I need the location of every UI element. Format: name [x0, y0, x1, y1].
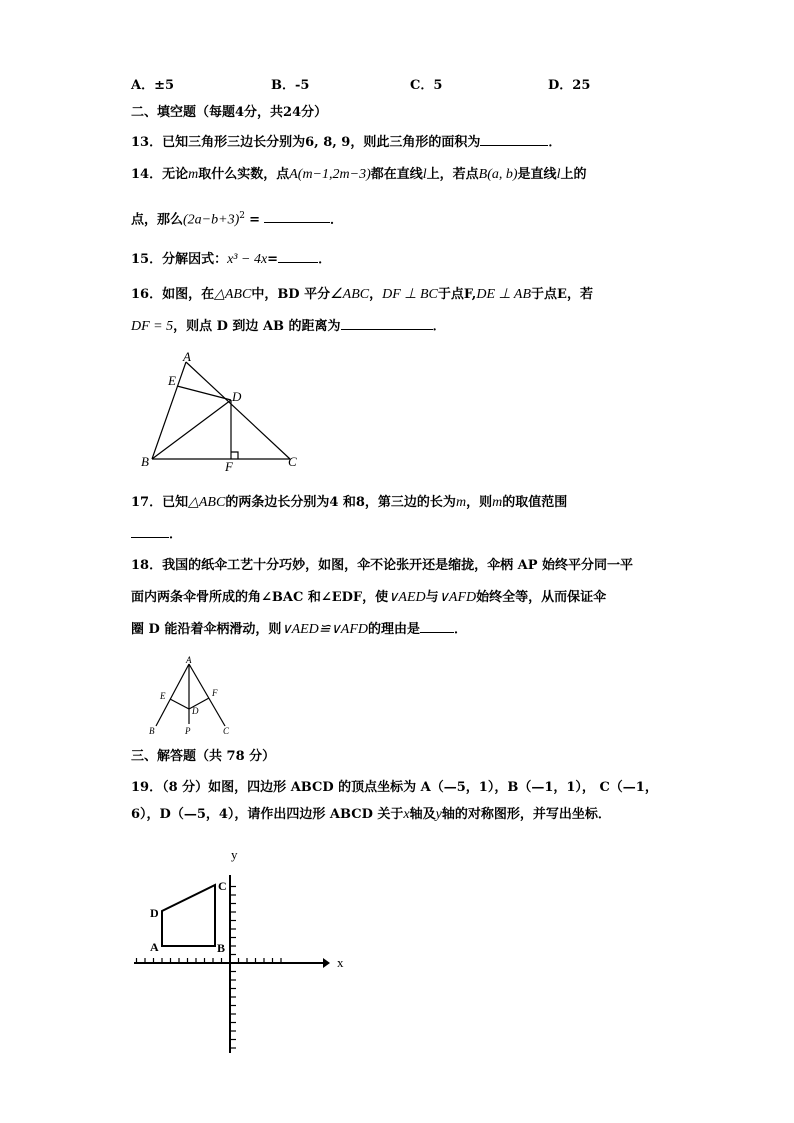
question-16-line-2: [131, 317, 446, 336]
answer-blank: [131, 525, 169, 538]
question-17-line-2: [131, 525, 182, 544]
label-c: C: [218, 879, 227, 893]
label-a: A: [150, 940, 159, 954]
q19-text: 轴的对称图形，并写出坐标．: [441, 807, 611, 822]
q14-text: 取什么实数，点: [198, 167, 290, 182]
question-18-line-3: [131, 620, 467, 639]
q15-text: 15．分解因式：: [131, 252, 228, 267]
label-e: E: [160, 691, 166, 701]
label-a: A: [186, 655, 192, 665]
q18-umbrella-figure: [145, 654, 237, 738]
label-c: C: [223, 726, 230, 736]
q19-text: 6），D（—5，4），请作出四边形 ABCD 关于: [131, 807, 404, 822]
q16-text: 中，BD 平分: [251, 287, 331, 302]
q16-angle: ∠ABC: [330, 287, 370, 302]
q14-equals: =: [249, 212, 261, 228]
q14-end: ．: [330, 212, 344, 228]
q17-text: ，则: [466, 495, 493, 510]
q17-triangle: △ABC: [188, 495, 226, 510]
label-b: B: [141, 454, 149, 469]
q14-point-b: B(a, b): [478, 167, 518, 182]
section-2-title: 二、填空题（每题4分，共24分）: [131, 105, 328, 120]
q18-triangle-aed: ∨AED: [388, 590, 426, 605]
q18-end: ．: [454, 622, 468, 637]
q14-text: 上，若点: [426, 167, 479, 182]
label-f: F: [212, 688, 218, 698]
label-d: D: [232, 389, 242, 404]
q16-end: ．: [432, 319, 446, 334]
q15-expression: x³ − 4x: [227, 252, 268, 267]
q16-text: 16．如图，在: [131, 287, 215, 302]
label-c: C: [288, 454, 297, 469]
question-17-line-1: [131, 494, 567, 512]
question-18-line-2: [131, 589, 606, 607]
question-15: [131, 250, 331, 269]
q18-text: 的理由是: [367, 622, 420, 637]
q19-var-x: x: [403, 807, 410, 822]
option-d: D．25: [548, 78, 591, 93]
axis-label-x: x: [337, 955, 344, 970]
q15-equals: =: [267, 252, 279, 267]
q17-var-m: m: [455, 495, 467, 510]
answer-blank: [341, 317, 433, 330]
quadrilateral-abcd: [162, 885, 215, 946]
q18-congruence: ∨AED≌∨AFD: [281, 622, 368, 637]
q14-point-a: A(m−1,2m−3): [289, 167, 371, 182]
axis-label-y: y: [231, 847, 238, 862]
q16-triangle: △ABC: [214, 287, 252, 302]
q16-df-value: DF = 5: [131, 319, 174, 334]
label-a: A: [183, 349, 191, 364]
label-d: D: [192, 706, 199, 716]
q16-text: ，: [369, 287, 383, 302]
q19-text: 轴及: [409, 807, 436, 822]
label-b: B: [217, 941, 226, 955]
q13-end: ．: [548, 135, 562, 150]
answer-blank: [420, 620, 454, 633]
q17-text: 的两条边长分别为4 和8，第三边的长为: [225, 495, 456, 510]
q14-text: 14．无论: [131, 167, 189, 182]
q14-text: 是直线: [517, 167, 557, 182]
label-b: B: [149, 726, 155, 736]
question-16-line-1: [131, 286, 593, 304]
section-3-title: 三、解答题（共 78 分）: [131, 749, 276, 764]
q14-var-l: l: [422, 167, 427, 182]
q19-coordinate-figure: [130, 845, 360, 1057]
question-19-line-2: [131, 806, 611, 824]
question-14-line-2: [131, 207, 343, 229]
q17-end: ．: [169, 527, 183, 542]
option-b: B．-5: [271, 78, 310, 93]
q18-text: 与: [425, 590, 439, 605]
q14-text: 上的: [560, 167, 587, 182]
answer-blank: [480, 133, 548, 146]
q16-text: 于点E，若: [531, 287, 593, 302]
question-14-line-1: [131, 166, 586, 184]
option-a: A．±5: [131, 78, 175, 93]
q14-expression: (2a−b+3): [183, 212, 240, 228]
q15-end: ．: [318, 252, 332, 267]
q18-triangle-afd: ∨AFD: [438, 590, 477, 605]
q18-text: 圈 D 能沿着伞柄滑动，则: [131, 622, 282, 637]
q14-exponent: 2: [239, 211, 245, 221]
question-13: [131, 133, 561, 152]
q14-var-l: l: [556, 167, 561, 182]
q16-perp-df: DF ⊥ BC: [382, 287, 438, 302]
option-c: C．5: [410, 78, 443, 93]
q16-perp-de: DE ⊥ AB: [476, 287, 532, 302]
q14-text: 点，那么: [131, 212, 184, 228]
label-d: D: [150, 906, 159, 920]
question-19-line-1: 19．（8 分）如图，四边形 ABCD 的顶点坐标为 A（—5，1），B（—1，1）， C（—1，: [131, 780, 658, 795]
q19-var-y: y: [435, 807, 442, 822]
label-f: F: [225, 459, 233, 474]
q14-var-m: m: [188, 167, 199, 182]
question-18-line-1: 18．我国的纸伞工艺十分巧妙，如图，伞不论张开还是缩拢，伞柄 AP 始终平分同一平: [131, 558, 634, 573]
label-p: P: [185, 726, 191, 736]
answer-blank: [264, 210, 330, 223]
q17-text: 17．已知: [131, 495, 189, 510]
q14-text: 都在直线: [370, 167, 423, 182]
q17-var-m: m: [492, 495, 503, 510]
q13-text: 13．已知三角形三边长分别为6, 8, 9，则此三角形的面积为: [131, 135, 481, 150]
q16-text: ，则点 D 到边 AB 的距离为: [173, 319, 341, 334]
q17-text: 的取值范围: [502, 495, 568, 510]
q18-text: 面内两条伞骨所成的角∠BAC 和∠EDF，使: [131, 590, 389, 605]
q18-text: 始终全等，从而保证伞: [476, 590, 607, 605]
answer-blank: [278, 250, 318, 263]
q16-triangle-figure: [135, 348, 310, 474]
q16-text: 于点F,: [437, 287, 477, 302]
label-e: E: [168, 373, 176, 388]
